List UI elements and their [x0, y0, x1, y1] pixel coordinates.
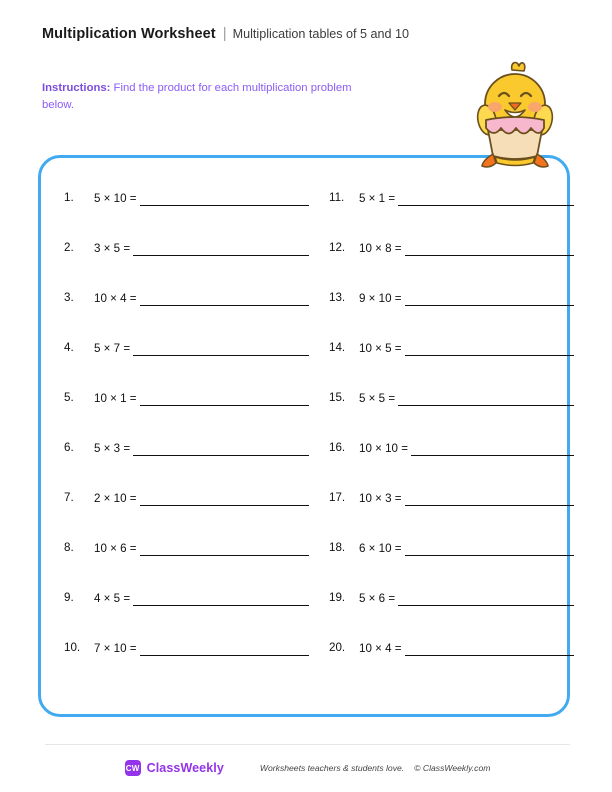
problem-expression: 10 × 10 =	[359, 442, 408, 455]
problem-number: 2.	[64, 241, 74, 254]
answer-blank[interactable]	[405, 291, 574, 306]
problem-expression: 10 × 1 =	[94, 392, 137, 405]
problem-number: 3.	[64, 291, 74, 304]
problem-expression: 5 × 7 =	[94, 342, 131, 355]
answer-blank[interactable]	[405, 541, 574, 556]
problem-row	[329, 641, 574, 691]
problem-number: 1.	[64, 191, 74, 204]
answer-blank[interactable]	[411, 441, 574, 456]
instructions-label: Instructions:	[42, 82, 111, 94]
problem-number: 10.	[64, 641, 81, 654]
brand-name: ClassWeekly	[146, 761, 224, 775]
problem-expression: 6 × 10 =	[359, 542, 402, 555]
problem-row	[329, 341, 574, 391]
answer-blank[interactable]	[398, 191, 574, 206]
problem-expression: 10 × 4 =	[359, 642, 402, 655]
problem-row	[329, 191, 574, 241]
title-main: Multiplication Worksheet	[42, 26, 216, 42]
chick-cupcake-mascot-icon	[455, 58, 575, 168]
problem-number: 20.	[329, 641, 346, 654]
problem-expression: 10 × 8 =	[359, 242, 402, 255]
classweekly-badge-icon: CW	[125, 760, 141, 776]
footer	[45, 755, 570, 781]
problem-row	[329, 441, 574, 491]
answer-blank[interactable]	[405, 491, 574, 506]
problem-number: 8.	[64, 541, 74, 554]
problem-row	[64, 191, 309, 241]
answer-blank[interactable]	[140, 391, 309, 406]
footer-copyright: © ClassWeekly.com	[414, 763, 491, 773]
problem-row	[64, 641, 309, 691]
problem-expression: 10 × 5 =	[359, 342, 402, 355]
answer-blank[interactable]	[398, 391, 574, 406]
problem-number: 13.	[329, 291, 346, 304]
problem-row	[329, 391, 574, 441]
answer-blank[interactable]	[133, 591, 309, 606]
problem-row	[64, 391, 309, 441]
problem-expression: 9 × 10 =	[359, 292, 402, 305]
problem-row	[329, 541, 574, 591]
brand-logo[interactable]	[125, 760, 224, 776]
problem-row	[329, 491, 574, 541]
problem-row	[64, 341, 309, 391]
problem-column-right	[309, 191, 574, 717]
problem-number: 18.	[329, 541, 346, 554]
answer-blank[interactable]	[140, 541, 309, 556]
problem-number: 16.	[329, 441, 346, 454]
problem-expression: 10 × 3 =	[359, 492, 402, 505]
answer-blank[interactable]	[398, 591, 574, 606]
problem-number: 17.	[329, 491, 346, 504]
answer-blank[interactable]	[133, 241, 309, 256]
problem-row	[64, 291, 309, 341]
problem-row	[64, 541, 309, 591]
problem-row	[64, 441, 309, 491]
problem-number: 11.	[329, 191, 345, 204]
problem-number: 19.	[329, 591, 346, 604]
problem-expression: 5 × 5 =	[359, 392, 396, 405]
problem-expression: 10 × 4 =	[94, 292, 137, 305]
answer-blank[interactable]	[140, 491, 309, 506]
answer-blank[interactable]	[133, 441, 309, 456]
problem-row	[64, 591, 309, 641]
title-subtitle: Multiplication tables of 5 and 10	[232, 27, 410, 41]
footer-divider	[45, 744, 570, 745]
problem-expression: 5 × 1 =	[359, 192, 396, 205]
problem-number: 14.	[329, 341, 346, 354]
problem-expression: 3 × 5 =	[94, 242, 131, 255]
problem-number: 15.	[329, 391, 346, 404]
answer-blank[interactable]	[405, 241, 574, 256]
instructions-text: Find the product for each multiplication problem below.	[42, 82, 352, 111]
problem-expression: 5 × 3 =	[94, 442, 131, 455]
problem-columns	[38, 155, 570, 717]
problem-expression: 7 × 10 =	[94, 642, 137, 655]
answer-blank[interactable]	[405, 341, 574, 356]
answer-blank[interactable]	[140, 291, 309, 306]
problem-number: 6.	[64, 441, 74, 454]
problem-row	[64, 241, 309, 291]
problem-column-left	[62, 191, 309, 717]
problem-expression: 10 × 6 =	[94, 542, 137, 555]
problem-number: 9.	[64, 591, 74, 604]
problem-row	[329, 241, 574, 291]
problem-row	[64, 491, 309, 541]
answer-blank[interactable]	[405, 641, 574, 656]
problem-number: 5.	[64, 391, 74, 404]
instructions-block	[42, 80, 382, 114]
problem-expression: 2 × 10 =	[94, 492, 137, 505]
problem-expression: 5 × 6 =	[359, 592, 396, 605]
problem-number: 4.	[64, 341, 74, 354]
problem-row	[329, 591, 574, 641]
problem-number: 12.	[329, 241, 346, 254]
page-title	[42, 25, 409, 42]
problem-expression: 4 × 5 =	[94, 592, 131, 605]
answer-blank[interactable]	[133, 341, 309, 356]
problem-row	[329, 291, 574, 341]
title-separator: |	[222, 25, 227, 42]
answer-blank[interactable]	[140, 191, 309, 206]
answer-blank[interactable]	[140, 641, 309, 656]
problem-expression: 5 × 10 =	[94, 192, 137, 205]
problem-number: 7.	[64, 491, 74, 504]
footer-tagline: Worksheets teachers & students love.	[259, 763, 405, 773]
